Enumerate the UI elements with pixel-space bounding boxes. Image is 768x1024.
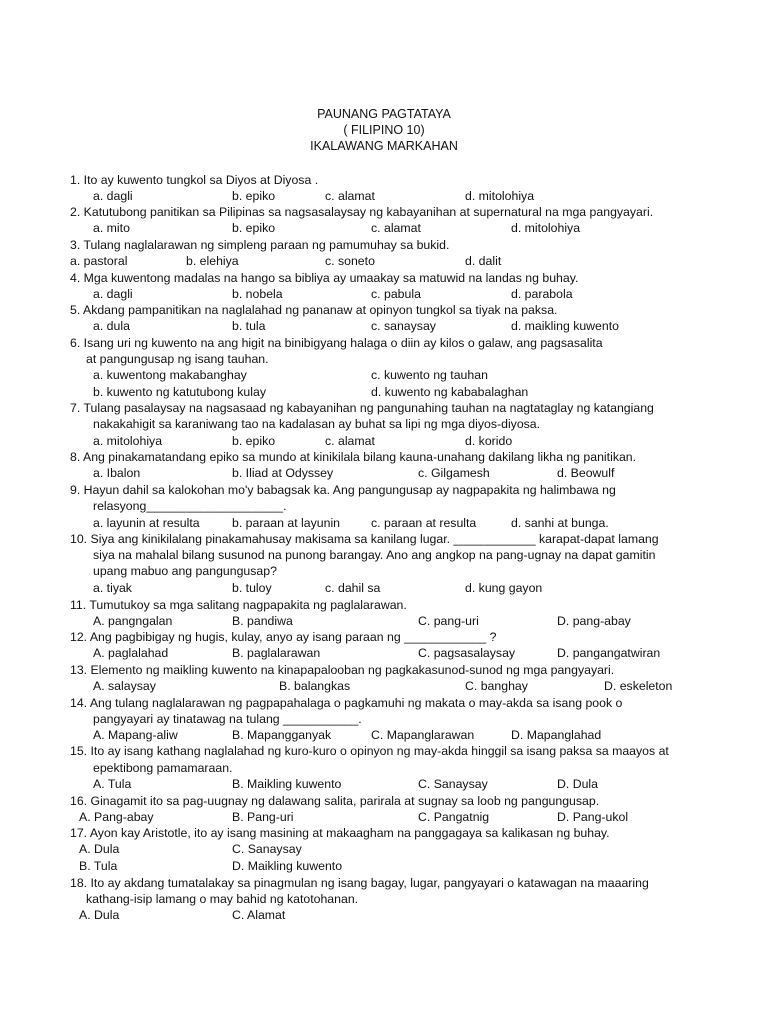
question-9-option-a: a. layunin at resulta: [93, 516, 200, 530]
question-18-text: 18. Ito ay akdang tumatalakay sa pinagmulan ng isang bagay, lugar, pangyayari o katawagan na maaaring: [70, 876, 649, 890]
document-quarter: IKALAWANG MARKAHAN: [310, 139, 458, 153]
document-title: PAUNANG PAGTATAYA: [317, 107, 451, 121]
question-5-text: 5. Akdang pampanitikan na naglalahad ng pananaw at opinyon tungkol sa tiyak na paksa.: [70, 303, 558, 317]
question-4-option-d: d. parabola: [511, 287, 573, 301]
question-14-option-a: A. Mapang-aliw: [93, 728, 178, 742]
question-17-option-a: A. Dula: [79, 842, 120, 856]
question-6-option-b: b. kuwento ng katutubong kulay: [93, 385, 266, 399]
question-7-option-d: d. korido: [465, 434, 513, 448]
question-7-text-cont: nakakahigit sa karaniwang tao na kadalasan ay buhat sa lipi ng mga diyos-diyosa.: [93, 417, 541, 431]
question-7-text: 7. Tulang pasalaysay na nagsasaad ng kabayanihan ng pangunahing tauhan na nagtataglay ng katangiang: [70, 401, 654, 415]
question-16-option-c: C. Pangatnig: [418, 810, 490, 824]
question-15-text: 15. Ito ay isang kathang naglalahad ng kuro-kuro o opinyon ng may-akda hinggil sa isang paksa sa maayos at: [70, 744, 669, 758]
question-14-text-cont: pangyayari ay tinatawag na tulang ___________.: [93, 712, 362, 726]
question-3-option-a: a. pastoral: [70, 254, 128, 268]
question-2-option-c: c. alamat: [371, 221, 421, 235]
question-12-option-b: B. paglalarawan: [232, 646, 321, 660]
question-13-option-b: B. balangkas: [279, 679, 351, 693]
question-6-option-a: a. kuwentong makabanghay: [93, 368, 247, 382]
question-8-text: 8. Ang pinakamatandang epiko sa mundo at kinikilala bilang kauna-unahang dakilang likha ng panitikan.: [70, 450, 637, 464]
question-5-option-d: d. maikling kuwento: [511, 319, 619, 333]
question-16-option-a: A. Pang-abay: [79, 810, 154, 824]
question-9-text: 9. Hayun dahil sa kalokohan mo'y babagsak ka. Ang pangungusap ay nagpapakita ng halimbawa ng: [70, 483, 616, 497]
question-4-option-b: b. nobela: [232, 287, 283, 301]
question-13-option-c: C. banghay: [465, 679, 528, 693]
question-11-option-a: A. pangngalan: [93, 614, 173, 628]
question-7-option-c: c. alamat: [325, 434, 375, 448]
question-7-option-a: a. mitolohiya: [93, 434, 163, 448]
question-13-option-d: D. eskeleton: [604, 679, 673, 693]
question-8-option-d: d. Beowulf: [557, 466, 615, 480]
question-6-text-cont: at pangungusap ng isang tauhan.: [86, 352, 269, 366]
question-17-option-d: D. Maikling kuwento: [232, 859, 343, 873]
question-5-option-a: a. dula: [93, 319, 130, 333]
question-16-option-b: B. Pang-uri: [232, 810, 294, 824]
question-7-option-b: b. epiko: [232, 434, 276, 448]
question-1-option-a: a. dagli: [93, 189, 133, 203]
question-5-option-b: b. tula: [232, 319, 266, 333]
question-18-option-a: A. Dula: [79, 908, 120, 922]
question-11-option-b: B. pandiwa: [232, 614, 293, 628]
question-10-text-cont-2: upang mabuo ang pangungusap?: [93, 564, 277, 578]
question-10-text-cont-1: siya na mahalal bilang susunod na punong barangay. Ano ang angkop na pang-ugnay na dapat gamitin: [93, 548, 656, 562]
question-10-text: 10. Siya ang kinikilalang pinakamahusay makisama sa kanilang lugar. ____________ karapat-dapat lamang: [70, 532, 659, 546]
question-8-option-c: c. Gilgamesh: [418, 466, 490, 480]
question-2-text: 2. Katutubong panitikan sa Pilipinas sa nagsasalaysay ng kabayanihan at supernatural na mga pangyayari.: [70, 205, 654, 219]
question-17-option-b: B. Tula: [79, 859, 118, 873]
question-14-option-d: D. Mapanglahad: [511, 728, 602, 742]
question-10-option-d: d. kung gayon: [465, 581, 543, 595]
question-14-text: 14. Ang tulang naglalarawan ng pagpapahalaga o pagkamuhi ng makata o may-akda sa isang pook o: [70, 696, 623, 710]
question-3-text: 3. Tulang naglalarawan ng simpleng paraan ng pamumuhay sa bukid.: [70, 238, 450, 252]
question-10-option-b: b. tuloy: [232, 581, 272, 595]
question-4-option-c: c. pabula: [371, 287, 421, 301]
question-9-text-cont: relasyong____________________.: [93, 499, 287, 513]
question-4-option-a: a. dagli: [93, 287, 133, 301]
question-11-text: 11. Tumutukoy sa mga salitang nagpapakita ng paglalarawan.: [70, 598, 407, 612]
question-13-text: 13. Elemento ng maikling kuwento na kinapapalooban ng pagkakasunod-sunod ng mga pangyayari.: [70, 663, 615, 677]
question-8-option-b: b. Iliad at Odyssey: [232, 466, 334, 480]
question-1-text: 1. Ito ay kuwento tungkol sa Diyos at Diyosa .: [70, 173, 319, 187]
question-2-option-b: b. epiko: [232, 221, 276, 235]
question-12-option-d: D. pangangatwiran: [557, 646, 661, 660]
question-15-option-b: B. Maikling kuwento: [232, 777, 342, 791]
question-10-option-c: c. dahil sa: [325, 581, 381, 595]
question-6-option-d: d. kuwento ng kababalaghan: [371, 385, 529, 399]
question-1-option-d: d. mitolohiya: [465, 189, 535, 203]
question-6-text: 6. Isang uri ng kuwento na ang higit na binibigyang halaga o diin ay kilos o galaw, ang pagsasalita: [70, 336, 603, 350]
question-17-option-c: C. Sanaysay: [232, 842, 302, 856]
question-14-option-c: C. Mapanglarawan: [371, 728, 475, 742]
question-3-option-c: c. soneto: [325, 254, 375, 268]
question-18-option-c: C. Alamat: [232, 908, 286, 922]
question-17-text: 17. Ayon kay Aristotle, ito ay isang masining at makaagham na panggagaya sa kalikasan ng buhay.: [70, 826, 610, 840]
question-3-option-d: d. dalit: [465, 254, 502, 268]
question-9-option-c: c. paraan at resulta: [371, 516, 477, 530]
question-11-option-c: C. pang-uri: [418, 614, 479, 628]
question-12-option-a: A. paglalahad: [93, 646, 169, 660]
question-2-option-d: d. mitolohiya: [511, 221, 581, 235]
question-15-option-a: A. Tula: [93, 777, 132, 791]
question-8-option-a: a. Ibalon: [93, 466, 141, 480]
question-5-option-c: c. sanaysay: [371, 319, 436, 333]
question-16-text: 16. Ginagamit ito sa pag-uugnay ng dalawang salita, parirala at sugnay sa loob ng pangungusap.: [70, 794, 600, 808]
question-2-option-a: a. mito: [93, 221, 130, 235]
question-1-option-c: c. alamat: [325, 189, 375, 203]
document-subject: ( FILIPINO 10): [343, 123, 425, 137]
question-1-option-b: b. epiko: [232, 189, 276, 203]
question-16-option-d: D. Pang-ukol: [557, 810, 629, 824]
question-9-option-b: b. paraan at layunin: [232, 516, 341, 530]
question-15-option-d: D. Dula: [557, 777, 599, 791]
question-12-text: 12. Ang pagbibigay ng hugis, kulay, anyo ay isang paraan ng ____________ ?: [70, 630, 497, 644]
question-3-option-b: b. elehiya: [186, 254, 239, 268]
question-10-option-a: a. tiyak: [93, 581, 132, 595]
question-14-option-b: B. Mapangganyak: [232, 728, 332, 742]
question-13-option-a: A. salaysay: [93, 679, 156, 693]
question-9-option-d: d. sanhi at bunga.: [511, 516, 609, 530]
question-15-option-c: C. Sanaysay: [418, 777, 488, 791]
question-11-option-d: D. pang-abay: [557, 614, 631, 628]
question-15-text-cont: epektibong pamamaraan.: [93, 761, 233, 775]
question-18-text-cont: kathang-isip lamang o may bahid ng katotohanan.: [86, 892, 359, 906]
question-6-option-c: c. kuwento ng tauhan: [371, 368, 488, 382]
question-4-text: 4. Mga kuwentong madalas na hango sa bibliya ay umaakay sa matuwid na landas ng buhay.: [70, 271, 579, 285]
question-12-option-c: C. pagsasalaysay: [418, 646, 516, 660]
